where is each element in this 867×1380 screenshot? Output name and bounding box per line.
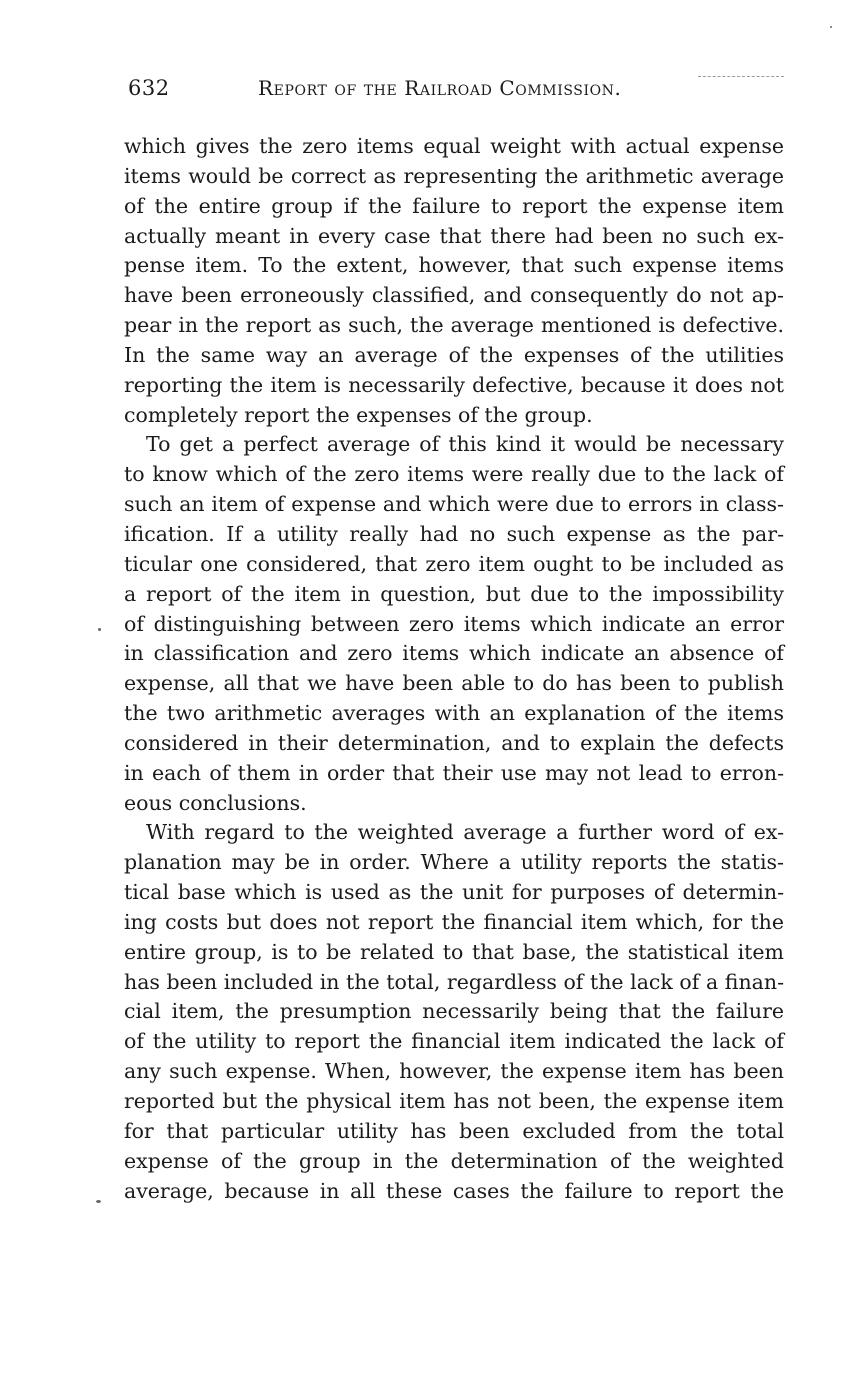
text-line: completely report the expenses of the group. xyxy=(124,402,593,427)
text-line: which gives the zero items equal weight with actual expense xyxy=(124,134,784,158)
text-line: pear in the report as such, the average mentioned is defective. xyxy=(124,313,784,338)
page-header xyxy=(128,76,788,106)
text-line: such an item of expense and which were due to errors in class- xyxy=(124,492,784,517)
paragraph-2 xyxy=(124,430,784,818)
text-line: have been erroneously classified, and consequently do not ap- xyxy=(124,283,784,308)
text-line: planation may be in order. Where a utility reports the statis- xyxy=(124,850,784,875)
scan-speck xyxy=(830,26,832,28)
text-line: a report of the item in question, but due to the impossibility xyxy=(124,581,784,606)
text-line: In the same way an average of the expenses of the utilities xyxy=(124,342,784,367)
body-text xyxy=(124,132,784,1206)
text-line: reporting the item is necessarily defective, because it does not xyxy=(124,372,784,397)
text-line: expense of the group in the determination of the weighted xyxy=(124,1148,784,1173)
text-line: of the entire group if the failure to report the expense item xyxy=(124,193,784,218)
text-line: the two arithmetic averages with an explanation of the items xyxy=(124,701,784,726)
text-line: cial item, the presumption necessarily being that the failure xyxy=(124,999,784,1024)
text-line: reported but the physical item has not been, the expense item xyxy=(124,1089,784,1113)
text-line: of distinguishing between zero items which indicate an error xyxy=(124,611,784,636)
text-line: in each of them in order that their use may not lead to erron- xyxy=(124,760,784,785)
text-line: pense item. To the extent, however, that such expense items xyxy=(124,253,784,278)
text-line: for that particular utility has been excluded from the total xyxy=(124,1118,784,1143)
text-line: tical base which is used as the unit for purposes of determin- xyxy=(124,880,784,905)
text-line: average, because in all these cases the failure to report the xyxy=(124,1178,784,1203)
text-line: of the utility to report the financial item indicated the lack of xyxy=(124,1029,784,1054)
text-line: With regard to the weighted average a further word of ex- xyxy=(146,820,784,845)
text-line: expense, all that we have been able to do has been to publish xyxy=(124,671,784,696)
text-line: considered in their determination, and to explain the defects xyxy=(124,730,784,755)
text-line: To get a perfect average of this kind it would be necessary xyxy=(146,432,784,457)
page-number: 632 xyxy=(128,76,170,100)
paragraph-3 xyxy=(124,818,784,1206)
text-line: eous conclusions. xyxy=(124,790,307,815)
text-line: entire group, is to be related to that base, the statistical item xyxy=(124,939,784,964)
text-line: ification. If a utility really had no such expense as the par- xyxy=(124,521,784,546)
scan-speck xyxy=(96,1200,101,1203)
scan-speck xyxy=(98,628,101,631)
text-line: has been included in the total, regardless of the lack of a finan- xyxy=(124,969,784,994)
paragraph-1 xyxy=(124,132,784,430)
text-line: items would be correct as representing the arithmetic average xyxy=(124,163,784,188)
header-rule xyxy=(698,76,784,77)
text-line: actually meant in every case that there had been no such ex- xyxy=(124,223,784,248)
text-line: ticular one considered, that zero item ought to be included as xyxy=(124,551,784,576)
text-line: any such expense. When, however, the expense item has been xyxy=(124,1059,784,1084)
text-line: ing costs but does not report the financial item which, for the xyxy=(124,909,784,934)
text-line: in classification and zero items which indicate an absence of xyxy=(124,641,784,666)
running-title: Report of the Railroad Commission. xyxy=(258,76,622,100)
text-line: to know which of the zero items were really due to the lack of xyxy=(124,462,784,487)
